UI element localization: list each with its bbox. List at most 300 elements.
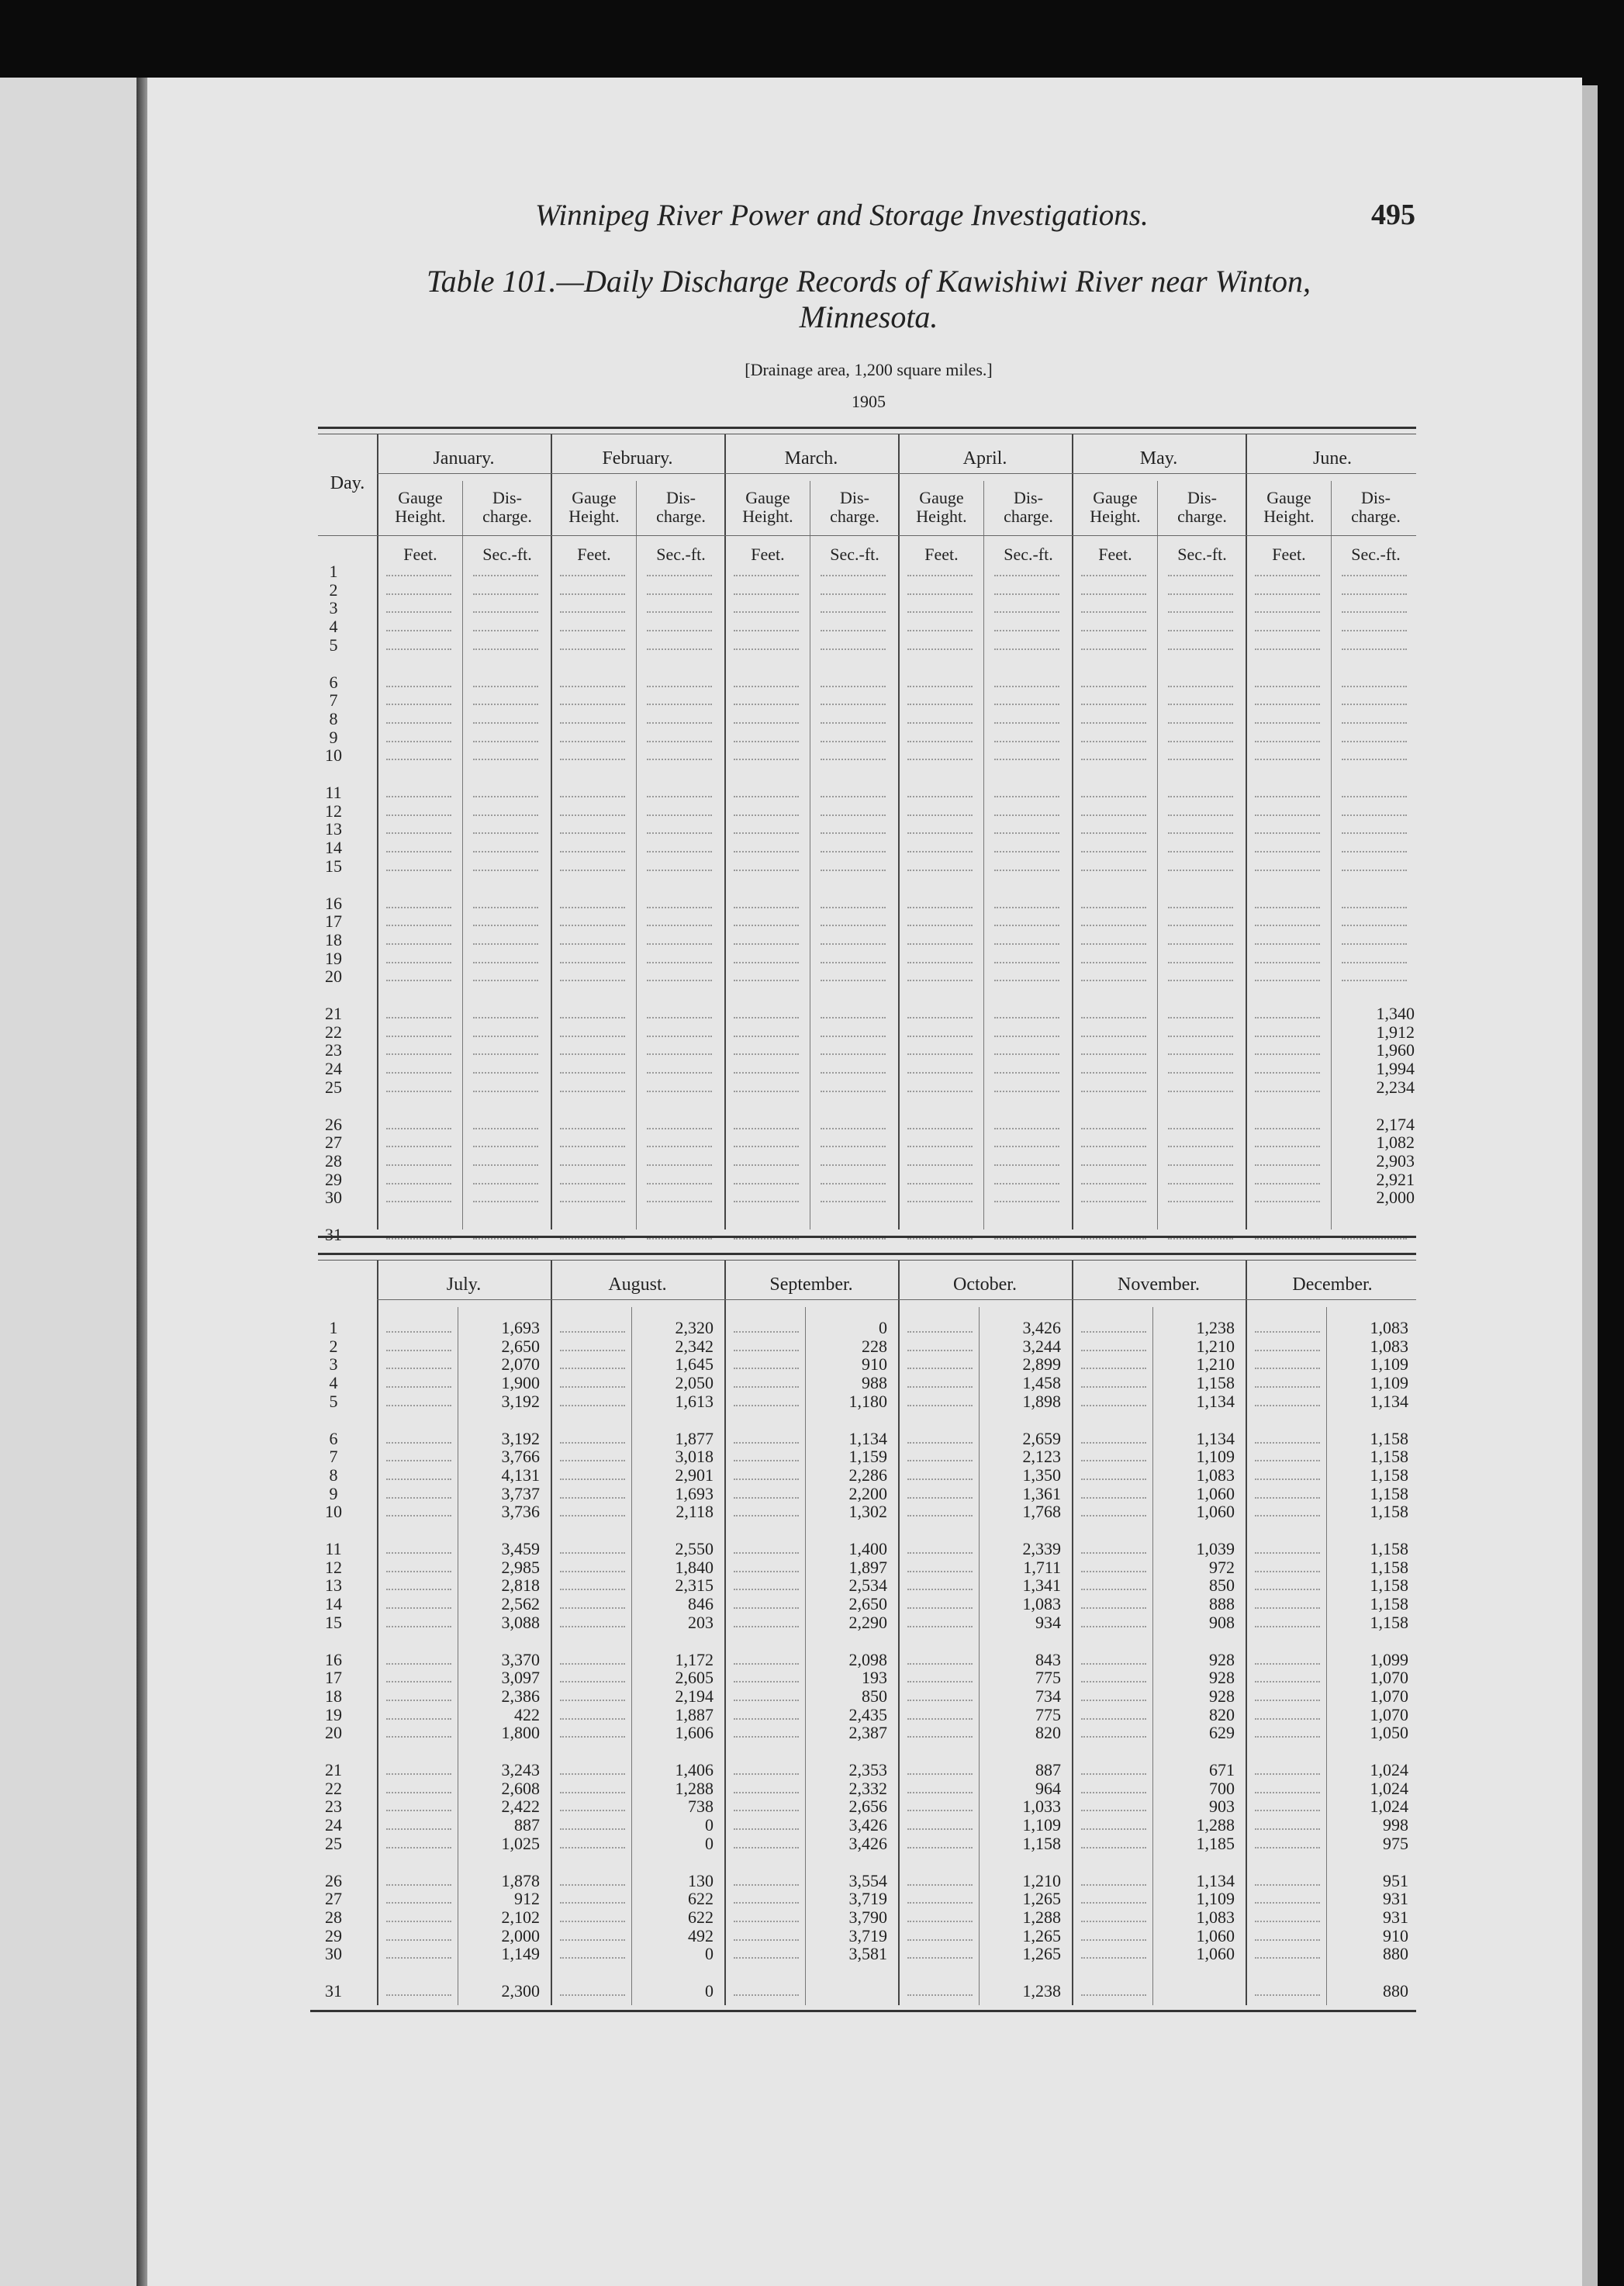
leader-dots [1081, 1017, 1146, 1018]
day-number: 30 [325, 1188, 342, 1208]
leader-dots [386, 1146, 451, 1147]
unit-feet: Feet. [1098, 545, 1132, 564]
june-discharge-value: 1,340 [1376, 1004, 1415, 1023]
leader-dots [1255, 832, 1320, 834]
discharge-header-line2: charge. [656, 507, 706, 526]
leader-dots [473, 575, 538, 576]
leader-dots [386, 1828, 451, 1830]
leader-dots [907, 943, 973, 945]
leader-dots [560, 1091, 625, 1092]
day-number: 27 [325, 1889, 342, 1909]
leader-dots [1255, 1238, 1320, 1240]
leader-dots [821, 1146, 886, 1147]
discharge-value: 1,265 [1022, 1925, 1061, 1945]
leader-dots [734, 1053, 799, 1055]
leader-dots [907, 1386, 973, 1388]
leader-dots [560, 1386, 625, 1388]
leader-dots [734, 1072, 799, 1074]
discharge-value: 1,898 [1022, 1391, 1061, 1411]
leader-dots [386, 722, 451, 724]
leader-dots [994, 1238, 1059, 1240]
discharge-value: 0 [705, 1981, 714, 2001]
leader-dots [647, 704, 712, 705]
leader-dots [386, 851, 451, 852]
leader-dots [734, 1164, 799, 1166]
discharge-value: 1,210 [1196, 1354, 1235, 1375]
discharge-value: 3,459 [501, 1539, 540, 1558]
leader-dots [1255, 1017, 1320, 1018]
leader-dots [734, 741, 799, 742]
unit-sec-ft: Sec.-ft. [1004, 545, 1053, 564]
discharge-value: 0 [879, 1318, 887, 1337]
gauge-height-header-line2: Height. [916, 507, 967, 526]
bottom-month-header: October. [953, 1274, 1017, 1295]
leader-dots [1255, 1773, 1320, 1775]
discharge-value: 1,158 [1022, 1833, 1061, 1853]
discharge-value: 2,387 [848, 1723, 887, 1743]
top-month-header: February. [602, 448, 673, 469]
discharge-value: 2,050 [675, 1373, 714, 1393]
leader-dots [1255, 1515, 1320, 1517]
discharge-value: 2,339 [1022, 1539, 1061, 1558]
leader-dots [1255, 1442, 1320, 1444]
leader-dots [386, 1036, 451, 1037]
leader-dots [560, 1497, 625, 1499]
leader-dots [560, 741, 625, 742]
leader-dots [907, 1552, 973, 1554]
day-number: 3 [329, 1354, 338, 1375]
leader-dots [1168, 1128, 1233, 1129]
bottom-month-divider [1246, 1261, 1247, 2005]
leader-dots [1255, 1350, 1320, 1351]
discharge-value: 2,608 [501, 1778, 540, 1798]
leader-dots [734, 1884, 799, 1886]
june-discharge-value: 1,082 [1376, 1133, 1415, 1153]
day-number: 13 [325, 819, 342, 839]
leader-dots [907, 962, 973, 963]
leader-dots [734, 1128, 799, 1129]
leader-dots [907, 1828, 973, 1830]
discharge-value: 1,158 [1370, 1612, 1408, 1632]
discharge-header-line1: Dis- [1361, 488, 1391, 507]
leader-dots [907, 1497, 973, 1499]
discharge-value: 1,158 [1370, 1428, 1408, 1448]
discharge-value: 2,422 [501, 1797, 540, 1817]
day-number: 20 [325, 1723, 342, 1743]
leader-dots [994, 1128, 1059, 1129]
leader-dots [1255, 575, 1320, 576]
discharge-value: 1,606 [675, 1723, 714, 1743]
discharge-value: 1,159 [848, 1447, 887, 1467]
leader-dots [1342, 1238, 1407, 1240]
leader-dots [821, 943, 886, 945]
day-number: 22 [325, 1778, 342, 1798]
discharge-value: 1,238 [1196, 1318, 1235, 1337]
leader-dots [560, 1847, 625, 1849]
leader-dots [1255, 870, 1320, 871]
leader-dots [386, 1994, 451, 1996]
day-number: 23 [325, 1797, 342, 1817]
leader-dots [907, 1146, 973, 1147]
leader-dots [473, 741, 538, 742]
discharge-value: 931 [1383, 1907, 1408, 1927]
leader-dots [386, 1700, 451, 1701]
leader-dots [734, 870, 799, 871]
leader-dots [734, 925, 799, 926]
leader-dots [907, 1183, 973, 1185]
leader-dots [386, 1810, 451, 1811]
leader-dots [560, 1700, 625, 1701]
june-discharge-value: 2,234 [1376, 1077, 1415, 1097]
top-month-header: March. [784, 448, 838, 469]
leader-dots [386, 1792, 451, 1793]
leader-dots [1081, 907, 1146, 908]
leader-dots [1255, 962, 1320, 963]
discharge-value: 931 [1383, 1889, 1408, 1909]
leader-dots [1255, 1183, 1320, 1185]
day-number: 6 [329, 672, 338, 692]
leader-dots [907, 611, 973, 613]
leader-dots [1255, 1921, 1320, 1922]
leader-dots [1255, 1164, 1320, 1166]
discharge-value: 3,243 [501, 1760, 540, 1779]
discharge-value: 3,370 [501, 1649, 540, 1669]
leader-dots [734, 1146, 799, 1147]
day-number: 21 [325, 1760, 342, 1779]
leader-dots [1255, 1607, 1320, 1609]
discharge-value: 1,180 [848, 1391, 887, 1411]
discharge-value: 1,083 [1370, 1318, 1408, 1337]
leader-dots [1342, 759, 1407, 760]
leader-dots [1255, 1884, 1320, 1886]
discharge-value: 492 [688, 1925, 714, 1945]
discharge-value: 1,887 [675, 1704, 714, 1724]
leader-dots [1255, 1736, 1320, 1738]
day-number: 14 [325, 838, 342, 858]
leader-dots [1081, 759, 1146, 760]
top-month-underline [377, 473, 1416, 474]
discharge-value: 1,050 [1370, 1723, 1408, 1743]
leader-dots [994, 870, 1059, 871]
leader-dots [1255, 1368, 1320, 1369]
discharge-value: 2,386 [501, 1686, 540, 1706]
leader-dots [386, 1017, 451, 1018]
leader-dots [907, 1072, 973, 1074]
discharge-value: 2,353 [848, 1760, 887, 1779]
unit-feet: Feet. [751, 545, 785, 564]
leader-dots [994, 814, 1059, 816]
leader-dots [1255, 741, 1320, 742]
discharge-value: 0 [705, 1944, 714, 1964]
leader-dots [647, 759, 712, 760]
bottom-month-header: December. [1292, 1274, 1373, 1295]
discharge-value: 2,098 [848, 1649, 887, 1669]
leader-dots [734, 1810, 799, 1811]
leader-dots [386, 1884, 451, 1886]
discharge-value: 908 [1209, 1612, 1235, 1632]
unit-feet: Feet. [924, 545, 959, 564]
leader-dots [1255, 925, 1320, 926]
leader-dots [1168, 648, 1233, 650]
discharge-header-line2: charge. [1351, 507, 1401, 526]
leader-dots [994, 962, 1059, 963]
bottom-month-divider [551, 1261, 552, 2005]
leader-dots [907, 1478, 973, 1480]
leader-dots [473, 796, 538, 797]
leader-dots [1255, 1626, 1320, 1627]
leader-dots [734, 1847, 799, 1849]
discharge-value: 1,060 [1196, 1502, 1235, 1522]
leader-dots [734, 1201, 799, 1202]
leader-dots [734, 1736, 799, 1738]
leader-dots [386, 1053, 451, 1055]
discharge-value: 880 [1383, 1944, 1408, 1964]
leader-dots [994, 1091, 1059, 1092]
day-number: 2 [329, 579, 338, 600]
day-number: 2 [329, 1336, 338, 1356]
leader-dots [560, 1164, 625, 1166]
gauge-height-header-line1: Gauge [745, 488, 790, 507]
leader-dots [734, 1405, 799, 1406]
discharge-value: 1,265 [1022, 1944, 1061, 1964]
leader-dots [821, 832, 886, 834]
leader-dots [386, 870, 451, 871]
day-number: 21 [325, 1004, 342, 1023]
leader-dots [821, 1091, 886, 1092]
leader-dots [1081, 962, 1146, 963]
top-month-header: June. [1313, 448, 1352, 469]
leader-dots [1255, 1792, 1320, 1793]
leader-dots [907, 1810, 973, 1811]
leader-dots [386, 1663, 451, 1665]
discharge-value: 2,315 [675, 1575, 714, 1596]
day-number: 5 [329, 1391, 338, 1411]
leader-dots [907, 1128, 973, 1129]
discharge-value: 2,435 [848, 1704, 887, 1724]
leader-dots [1168, 1146, 1233, 1147]
leader-dots [1342, 630, 1407, 631]
day-number: 24 [325, 1815, 342, 1835]
leader-dots [821, 704, 886, 705]
leader-dots [994, 1201, 1059, 1202]
leader-dots [386, 704, 451, 705]
unit-feet: Feet. [403, 545, 437, 564]
day-number: 26 [325, 1870, 342, 1890]
day-number: 17 [325, 911, 342, 932]
discharge-value: 622 [688, 1907, 714, 1927]
leader-dots [821, 722, 886, 724]
leader-dots [1342, 870, 1407, 871]
leader-dots [560, 1036, 625, 1037]
leader-dots [386, 1921, 451, 1922]
leader-dots [1081, 851, 1146, 852]
book-gutter [136, 78, 147, 2286]
leader-dots [907, 1405, 973, 1406]
leader-dots [821, 575, 886, 576]
leader-dots [907, 1053, 973, 1055]
top-month-header: January. [433, 448, 495, 469]
discharge-value: 910 [862, 1354, 887, 1375]
discharge-value: 850 [862, 1686, 887, 1706]
leader-dots [1255, 1091, 1320, 1092]
leader-dots [994, 1146, 1059, 1147]
leader-dots [1342, 704, 1407, 705]
leader-dots [386, 1331, 451, 1333]
day-number: 5 [329, 635, 338, 655]
discharge-value: 1,099 [1370, 1649, 1408, 1669]
leader-dots [734, 1183, 799, 1185]
bottom-month-header: September. [769, 1274, 853, 1295]
day-number: 22 [325, 1022, 342, 1042]
leader-dots [1081, 870, 1146, 871]
leader-dots [734, 1460, 799, 1461]
leader-dots [386, 1589, 451, 1590]
discharge-value: 3,192 [501, 1428, 540, 1448]
leader-dots [473, 611, 538, 613]
leader-dots [994, 1072, 1059, 1074]
leader-dots [1255, 943, 1320, 945]
leader-dots [1255, 611, 1320, 613]
leader-dots [1168, 870, 1233, 871]
leader-dots [1168, 1164, 1233, 1166]
leader-dots [907, 1238, 973, 1240]
leader-dots [994, 630, 1059, 631]
discharge-value: 1,158 [1370, 1447, 1408, 1467]
leader-dots [1342, 741, 1407, 742]
leader-dots [734, 907, 799, 908]
discharge-value: 1,361 [1022, 1483, 1061, 1503]
discharge-value: 2,102 [501, 1907, 540, 1927]
bottom-month-divider [1072, 1261, 1073, 2005]
leader-dots [1168, 796, 1233, 797]
leader-dots [734, 1589, 799, 1590]
day-number: 27 [325, 1133, 342, 1153]
leader-dots [1081, 722, 1146, 724]
leader-dots [821, 870, 886, 871]
leader-dots [1255, 722, 1320, 724]
top-sub-divider [1157, 481, 1158, 1229]
day-number: 14 [325, 1594, 342, 1614]
leader-dots [821, 611, 886, 613]
day-number: 8 [329, 1465, 338, 1485]
leader-dots [473, 832, 538, 834]
leader-dots [1342, 593, 1407, 595]
day-number: 11 [325, 1539, 342, 1558]
leader-dots [386, 1164, 451, 1166]
discharge-value: 422 [514, 1704, 540, 1724]
day-number: 20 [325, 967, 342, 987]
discharge-value: 1,210 [1196, 1336, 1235, 1356]
discharge-value: 734 [1035, 1686, 1061, 1706]
leader-dots [1342, 796, 1407, 797]
discharge-value: 1,134 [1196, 1428, 1235, 1448]
leader-dots [386, 907, 451, 908]
leader-dots [1255, 1072, 1320, 1074]
discharge-value: 3,737 [501, 1483, 540, 1503]
day-number: 16 [325, 1649, 342, 1669]
leader-dots [1255, 1571, 1320, 1572]
leader-dots [473, 943, 538, 945]
discharge-value: 846 [688, 1594, 714, 1614]
discharge-value: 1,083 [1196, 1465, 1235, 1485]
discharge-value: 2,070 [501, 1354, 540, 1375]
discharge-value: 2,300 [501, 1981, 540, 2001]
discharge-value: 1,172 [675, 1649, 714, 1669]
leader-dots [1168, 851, 1233, 852]
leader-dots [1081, 1921, 1146, 1922]
discharge-value: 2,320 [675, 1318, 714, 1337]
discharge-value: 1,238 [1022, 1981, 1061, 2001]
leader-dots [734, 722, 799, 724]
discharge-value: 1,400 [848, 1539, 887, 1558]
leader-dots [560, 759, 625, 760]
leader-dots [386, 1626, 451, 1627]
day-number: 30 [325, 1944, 342, 1964]
leader-dots [734, 1626, 799, 1627]
leader-dots [734, 1017, 799, 1018]
discharge-value: 1,210 [1022, 1870, 1061, 1890]
discharge-value: 2,194 [675, 1686, 714, 1706]
leader-dots [1081, 1183, 1146, 1185]
leader-dots [386, 1607, 451, 1609]
day-number: 19 [325, 1704, 342, 1724]
leader-dots [1342, 962, 1407, 963]
leader-dots [821, 1128, 886, 1129]
day-number: 7 [329, 1447, 338, 1467]
gauge-height-header-line1: Gauge [398, 488, 443, 507]
leader-dots [1081, 1718, 1146, 1720]
leader-dots [386, 1128, 451, 1129]
leader-dots [1168, 1201, 1233, 1202]
leader-dots [734, 1350, 799, 1351]
discharge-value: 1,024 [1370, 1760, 1408, 1779]
leader-dots [821, 593, 886, 595]
discharge-value: 2,332 [848, 1778, 887, 1798]
leader-dots [560, 814, 625, 816]
leader-dots [734, 851, 799, 852]
leader-dots [734, 1792, 799, 1793]
page-edge [1582, 85, 1598, 2286]
leader-dots [907, 1201, 973, 1202]
leader-dots [647, 851, 712, 852]
leader-dots [1168, 980, 1233, 981]
leader-dots [1081, 1350, 1146, 1351]
leader-dots [1255, 1552, 1320, 1554]
discharge-value: 2,118 [676, 1502, 714, 1522]
leader-dots [647, 611, 712, 613]
leader-dots [994, 593, 1059, 595]
leader-dots [386, 1478, 451, 1480]
leader-dots [907, 1921, 973, 1922]
leader-dots [1255, 1201, 1320, 1202]
leader-dots [1081, 1847, 1146, 1849]
leader-dots [1255, 1053, 1320, 1055]
leader-dots [734, 1828, 799, 1830]
leader-dots [560, 1017, 625, 1018]
top-sub-divider [983, 481, 984, 1229]
bottom-month-header: August. [608, 1274, 667, 1295]
leader-dots [1255, 1497, 1320, 1499]
discharge-value: 1,033 [1022, 1797, 1061, 1817]
leader-dots [1255, 796, 1320, 797]
leader-dots [821, 1164, 886, 1166]
discharge-value: 2,605 [675, 1668, 714, 1688]
leader-dots [1081, 1994, 1146, 1996]
leader-dots [1081, 1405, 1146, 1406]
leader-dots [1255, 1146, 1320, 1147]
leader-dots [1168, 611, 1233, 613]
leader-dots [560, 1405, 625, 1406]
